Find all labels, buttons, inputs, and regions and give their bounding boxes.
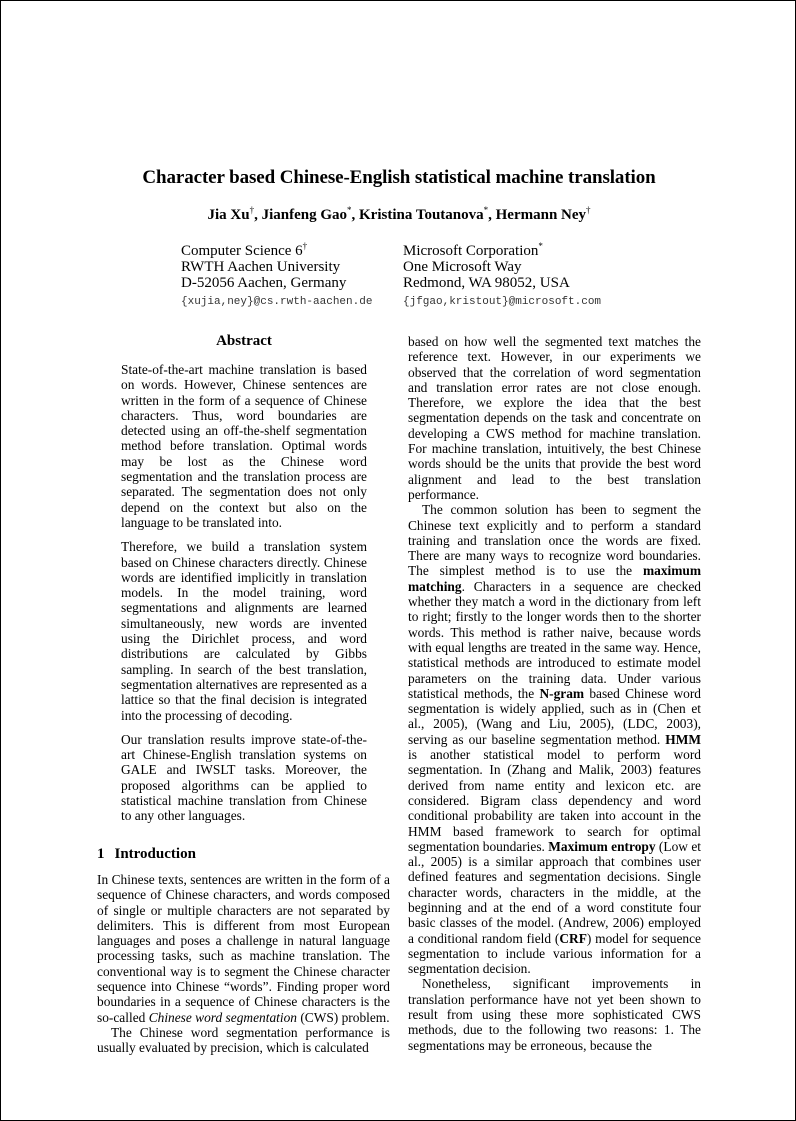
body-paragraph: based on how well the segmented text matches the reference text. However, in our experiments we observed that the correlation of word segmentation and translation error rates are not close enough. Therefore, we explore the idea that the best segmentation depends on the task and concentrate on developing a CWS method for machine translation. For machine translation, intuitively, the best Chinese words should be the units that provide the best word alignment and lead to the best translation performance. xyxy=(408,334,701,502)
affiliation-line: Microsoft Corporation xyxy=(403,243,539,259)
intro-paragraph xyxy=(97,872,390,1025)
bold-term: N-gram xyxy=(539,685,585,701)
author-mark: † xyxy=(249,205,255,215)
introduction-body xyxy=(97,872,390,1056)
text-run: In Chinese texts, sentences are written in the form of a sequence of Chinese characters, and words composed of single or multiple characters are not separated by delimiters. This is different from most European languages and poses a challenge in natural language processing tasks, such as machine translation. The conventional way is to segment the Chinese character sequence into Chinese “words”. Finding proper word boundaries in a sequence of Chinese characters is the so-called xyxy=(97,872,390,1025)
author-name: Kristina Toutanova xyxy=(359,207,484,223)
right-column-body xyxy=(408,334,701,1053)
emphasis-text: Chinese word segmentation xyxy=(148,1009,297,1025)
text-run: . Characters in a sequence are checked whether they match a word in the dictionary from left to right; firstly to the longer words then to the shorter words. This method is rather naive, because words with equal lengths are treated in the same way. Hence, statistical methods are introduced to estimate model parameters on the training data. Under various statistical methods, the xyxy=(408,578,701,701)
affiliation-line: Computer Science 6 xyxy=(181,243,303,259)
bold-term: maximum matching xyxy=(408,563,701,594)
abstract-body xyxy=(121,362,367,833)
abstract-paragraph: Our translation results improve state-of-the-art Chinese-English translation systems on GALE and IWSLT tasks. Moreover, the proposed algorithms can be applied to statistical machine translation from Chinese to any other languages. xyxy=(121,731,367,824)
affiliation-line: RWTH Aachen University xyxy=(181,259,341,275)
affiliation-rwth xyxy=(181,238,372,310)
author-mark: * xyxy=(347,205,352,215)
author-name: Jianfeng Gao xyxy=(261,207,347,223)
author-mark: † xyxy=(586,205,591,215)
author-list: Jia Xu†, Jianfeng Gao*, Kristina Toutanova*, Hermann Ney† xyxy=(207,205,591,223)
text-run: is another statistical model to perform word segmentation. In (Zhang and Malik, 2003) features derived from name entity and lexicon etc. are considered. Bigram class dependency and word conditional probability are taken into account in the HMM based framework to search for optimal segmentation boundaries. xyxy=(408,747,701,854)
affiliation-mark: * xyxy=(538,241,543,251)
paper-title: Character based Chinese-English statistical machine translation xyxy=(142,167,656,188)
bold-term: Maximum entropy xyxy=(548,838,656,854)
intro-paragraph: The Chinese word segmentation performance is usually evaluated by precision, which is calculated xyxy=(97,1024,390,1056)
text-run: (Low et al., 2005) is a similar approach that combines user defined features and segmentation decisions. Single character words, characters in the middle, at the beginning and at the end of a word constitute four basic classes of the model. (Andrew, 2006) employed a conditional random field ( xyxy=(408,838,701,946)
affiliation-line: Redmond, WA 98052, USA xyxy=(403,275,570,291)
affiliation-email: {xujia,ney}@cs.rwth-aachen.de xyxy=(181,296,373,308)
abstract-paragraph: Therefore, we build a translation system based on Chinese characters directly. Chinese words are identified implicitly in translation models. In the model training, word segmentations and alignments are learned simultaneously, new words are invented using the Dirichlet process, and word distributions are calculated by Gibbs sampling. In search of the best translation, segmentation alternatives are represented as a lattice so that the final decision is integrated into the processing of decoding. xyxy=(121,539,367,723)
bold-term: HMM xyxy=(665,731,701,747)
affiliation-email: {jfgao,kristout}@microsoft.com xyxy=(403,296,602,308)
author-name: Jia Xu xyxy=(207,207,250,223)
body-paragraph: Nonetheless, significant improvements in translation performance have not yet been shown to result from using these more sophisticated CWS methods, due to the following two reasons: 1. The segmentations may be erroneous, because the xyxy=(408,976,701,1053)
text-run: (CWS) problem. xyxy=(296,1009,390,1025)
affiliation-mark: † xyxy=(302,241,308,251)
text-run: based Chinese word segmentation is widely applied, such as in (Chen et al., 2005), (Wang and Liu, 2005), (LDC, 2003), serving as our baseline segmentation method. xyxy=(408,685,701,747)
body-paragraph xyxy=(408,502,701,976)
affiliation-line: D-52056 Aachen, Germany xyxy=(181,275,347,291)
affiliation-line: One Microsoft Way xyxy=(403,259,522,275)
section-heading-introduction xyxy=(97,846,206,863)
text-run: The common solution has been to segment the Chinese text explicitly and to perform a standard training and translation once the words are fixed. There are many ways to recognize word boundaries. The simplest method is to use the xyxy=(408,502,701,579)
text-run: ) model for sequence segmentation to include various information for a segmentation decision. xyxy=(408,930,701,977)
author-mark: * xyxy=(483,205,489,215)
section-number: 1 xyxy=(97,846,105,862)
bold-term: CRF xyxy=(559,930,587,946)
abstract-paragraph: State-of-the-art machine translation is based on words. However, Chinese sentences are written in the form of a sequence of Chinese characters. Thus, word boundaries are detected using an off-the-shelf segmentation method before translation. Optimal words may be lost as the Chinese word segmentation and the translation process are separated. The segmentation does not only depend on the context but also on the language to be translated into. xyxy=(121,362,367,530)
abstract-heading: Abstract xyxy=(216,333,272,349)
author-name: Hermann Ney xyxy=(495,207,587,223)
affiliation-microsoft xyxy=(403,238,601,310)
section-title: Introduction xyxy=(114,846,196,862)
